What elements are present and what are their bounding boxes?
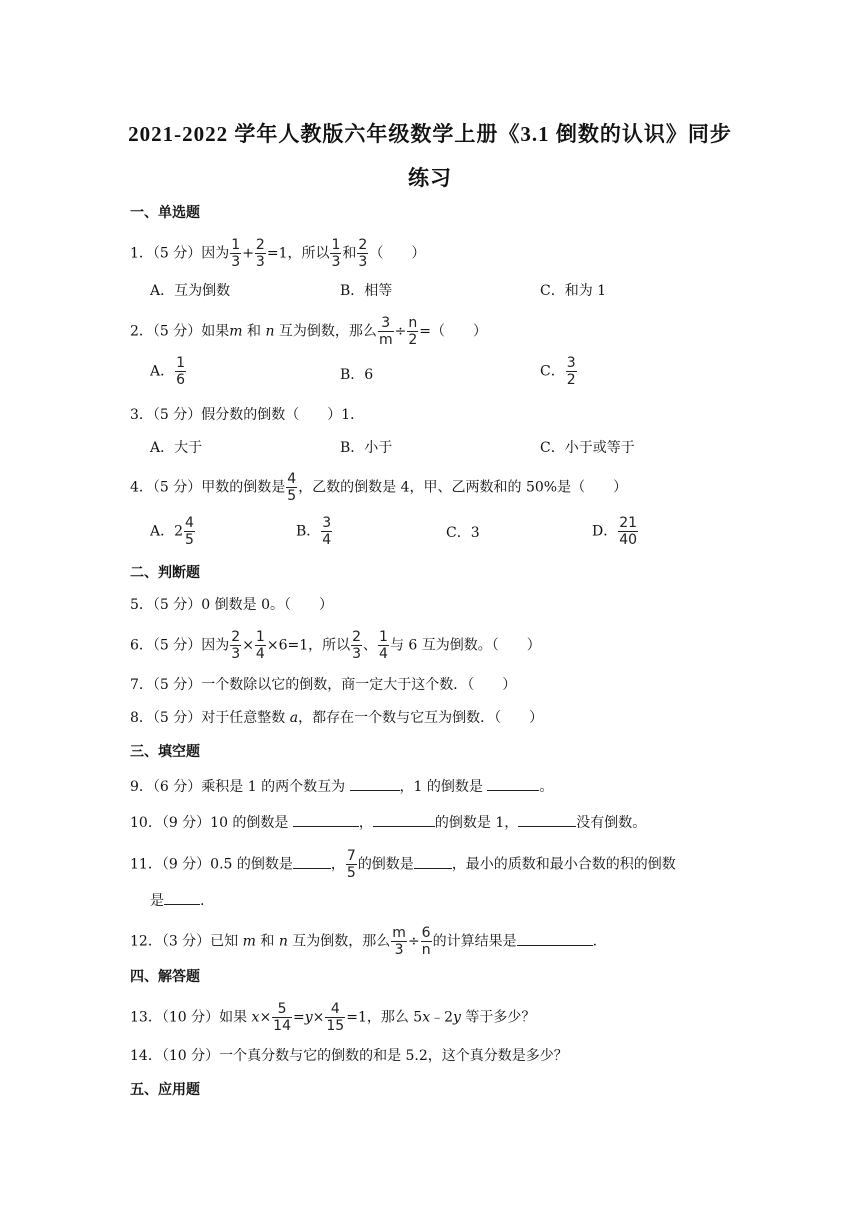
options xyxy=(150,284,750,314)
question-5: 5．（5 分）0 倒数是 0。（ ） xyxy=(130,597,333,613)
fraction: $\frac{2}{3}$ xyxy=(231,629,241,662)
fraction: $\frac{4}{15}$ xyxy=(326,1001,345,1034)
question-9: 9．（6 分）乘积是 1 的两个数互为 ，1 的倒数是 。 xyxy=(130,779,554,795)
option-c: C．3 xyxy=(446,525,480,541)
page-title: 2021-2022 学年人教版六年级数学上册《3.1 倒数的认识》同步 xyxy=(128,122,732,146)
fraction: $\frac{2}{3}$ xyxy=(352,629,362,662)
question-11: 11．（9 分）0.5 的倒数是 ， $\frac{7}{5}$ 的倒数是 ，最小的质数和最小合数的积的倒数 xyxy=(130,848,676,881)
fraction: $\frac{3}{4}$ xyxy=(322,515,332,548)
fraction: $\frac{5}{14}$ xyxy=(273,1001,291,1034)
section-heading: 五、应用题 xyxy=(130,1082,200,1098)
fraction: $\frac{4}{5}$ xyxy=(185,515,194,548)
question-14: 14．（10 分）一个真分数与它的倒数的和是 5.2，这个真分数是多少？ xyxy=(130,1048,568,1064)
question-13: 13．（10 分）如果 x× $\frac{5}{14}$ =y× $\frac{4}{15}$ =1，那么 5x﹣2y 等于多少？ xyxy=(130,1001,536,1034)
answer-blank[interactable] xyxy=(487,778,539,791)
option-b: B． $\frac{3}{4}$ xyxy=(296,515,332,548)
answer-blank[interactable] xyxy=(293,814,359,827)
fraction: $\frac{1}{6}$ xyxy=(176,355,186,388)
section-heading: 一、单选题 xyxy=(130,205,200,221)
option-a: A．大于 xyxy=(150,440,203,456)
options xyxy=(150,516,750,546)
fraction: $\frac{3}{2}$ xyxy=(566,355,576,388)
option-a: A．互为倒数 xyxy=(150,283,231,299)
fraction: $\frac{1}{4}$ xyxy=(379,629,388,662)
question-12: 12．（3 分）已知 m 和 n 互为倒数，那么 $\frac{m}{3}$ ÷ $\frac{6}{n}$ 的计算结果是 . xyxy=(130,925,598,958)
question-3: 3．（5 分）假分数的倒数（ ）1． xyxy=(130,407,365,423)
answer-blank[interactable] xyxy=(518,814,576,827)
question-2: 2．（5 分）如果m 和 n 互为倒数，那么 $\frac{3}{m}$ ÷ $\frac{n}{2}$ =（ ） xyxy=(130,315,487,348)
question-1: 1．（5 分）因为 $\frac{1}{3}$ + $\frac{2}{3}$ =1，所以 $\frac{1}{3}$ 和 $\frac{2}{3}$ （ ） xyxy=(130,237,426,270)
fraction: $\frac{7}{5}$ xyxy=(346,848,356,881)
fraction: $\frac{1}{3}$ xyxy=(331,237,341,270)
question-11-cont: 是 . xyxy=(150,893,205,909)
option-a: A． $\frac{1}{6}$ xyxy=(150,355,186,388)
section-heading: 二、判断题 xyxy=(130,565,200,581)
question-10: 10．（9 分）10 的倒数是 ， 的倒数是 1， 没有倒数。 xyxy=(130,815,647,831)
answer-blank[interactable] xyxy=(373,814,435,827)
fraction: $\frac{1}{3}$ xyxy=(231,237,241,270)
section-heading: 四、解答题 xyxy=(130,969,200,985)
fraction: $\frac{2}{3}$ xyxy=(358,237,368,270)
option-b: B．相等 xyxy=(340,283,393,299)
option-a: A．2 $\frac{4}{5}$ xyxy=(150,515,194,548)
option-c: C．小于或等于 xyxy=(540,440,635,456)
answer-blank[interactable] xyxy=(293,856,331,869)
question-8: 8．（5 分）对于任意整数 a，都存在一个数与它互为倒数．（ ） xyxy=(130,710,544,726)
question-6: 6．（5 分）因为 $\frac{2}{3}$ × $\frac{1}{4}$ ×6=1，所以 $\frac{2}{3}$ 、 $\frac{1}{4}$ 与 6 互为倒数。（ ） xyxy=(130,629,541,662)
option-d: D． $\frac{21}{40}$ xyxy=(592,515,638,548)
page-title-line2: 练习 xyxy=(408,166,452,190)
fraction: $\frac{m}{3}$ xyxy=(392,925,406,958)
option-c: C． $\frac{3}{2}$ xyxy=(540,355,576,388)
fraction: $\frac{6}{n}$ xyxy=(421,925,431,958)
options xyxy=(150,356,750,386)
option-c: C．和为 1 xyxy=(540,283,607,299)
option-b: B．6 xyxy=(340,367,374,383)
answer-blank[interactable] xyxy=(350,778,400,791)
options xyxy=(150,441,750,471)
fraction: $\frac{1}{4}$ xyxy=(255,629,265,662)
fraction: $\frac{21}{40}$ xyxy=(619,515,638,548)
question-4: 4．（5 分）甲数的倒数是 $\frac{4}{5}$ ，乙数的倒数是 4，甲、乙两数和的 50%是（ ） xyxy=(130,471,628,504)
answer-blank[interactable] xyxy=(414,856,452,869)
answer-blank[interactable] xyxy=(164,892,200,905)
fraction: $\frac{n}{2}$ xyxy=(408,315,418,348)
answer-blank[interactable] xyxy=(517,933,593,946)
section-heading: 三、填空题 xyxy=(130,744,200,760)
fraction: $\frac{4}{5}$ xyxy=(287,471,297,504)
fraction: $\frac{3}{m}$ xyxy=(378,315,393,348)
question-7: 7．（5 分）一个数除以它的倒数，商一定大于这个数．（ ） xyxy=(130,677,517,693)
option-b: B．小于 xyxy=(340,440,393,456)
fraction: $\frac{2}{3}$ xyxy=(255,237,265,270)
